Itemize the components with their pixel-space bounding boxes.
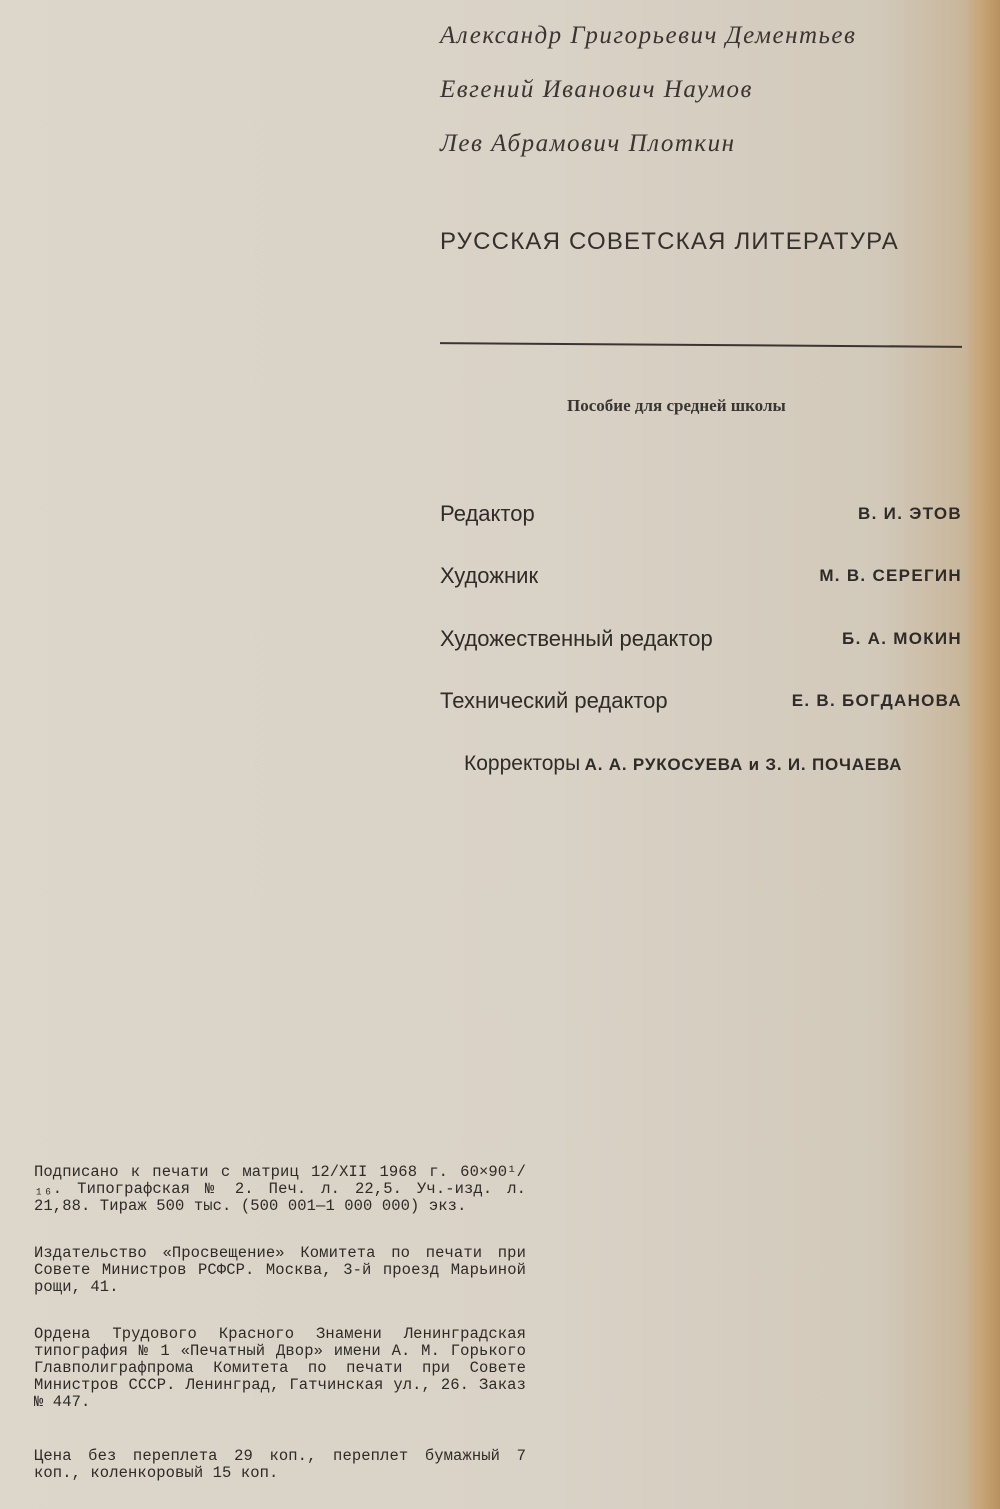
credit-correctors — [464, 752, 902, 776]
author-name: Евгений Иванович Наумов — [440, 76, 753, 103]
imprint-price — [34, 1448, 526, 1482]
credit-art-editor — [440, 626, 962, 656]
imprint-print-details — [34, 1164, 526, 1215]
credit-technical-editor — [440, 688, 962, 718]
credit-name: Е. В. БОГДАНОВА — [791, 691, 962, 710]
credit-role: Художественный редактор — [440, 626, 713, 651]
imprint-paragraph: Ордена Трудового Красного Знамени Ленинградская типография № 1 «Печатный Двор» имени А. М. Горького Главполиграфпрома Комитета по печати при Совете Министров СССР. Ленинград, Гатчинская ул., 26. Заказ № 447. — [34, 1325, 526, 1411]
imprint-paragraph: Цена без переплета 29 коп., переплет бумажный 7 коп., коленкоровый 15 коп. — [34, 1447, 526, 1482]
credit-role: Технический редактор — [440, 688, 668, 713]
author-name: Лев Абрамович Плоткин — [440, 130, 736, 157]
credit-name: А. А. РУКОСУЕВА и З. И. ПОЧАЕВА — [584, 755, 903, 774]
credit-name: Б. А. МОКИН — [842, 629, 962, 648]
book-title: РУССКАЯ СОВЕТСКАЯ ЛИТЕРАТУРА — [440, 228, 899, 255]
credit-role: Корректоры — [464, 752, 581, 775]
imprint-paragraph: Подписано к печати с матриц 12/XII 1968 г. 60×90¹/₁₆. Типографская № 2. Печ. л. 22,5. Уч.-изд. л. 21,88. Тираж 500 тыс. (500 001—1 000 000) экз. — [34, 1163, 526, 1215]
credit-artist — [440, 563, 962, 593]
credit-name: В. И. ЭТОВ — [858, 504, 962, 523]
imprint-paragraph: Издательство «Просвещение» Комитета по печати при Совете Министров РСФСР. Москва, 3-й проезд Марьиной рощи, 41. — [34, 1244, 526, 1296]
credit-name: М. В. СЕРЕГИН — [819, 566, 962, 585]
credit-editor — [440, 501, 962, 531]
title-rule — [440, 342, 962, 348]
credit-role: Редактор — [440, 501, 535, 526]
author-name: Александр Григорьевич Дементьев — [440, 22, 857, 49]
imprint-printer — [34, 1326, 526, 1411]
book-subtitle: Пособие для средней школы — [567, 396, 786, 415]
credit-role: Художник — [440, 563, 539, 588]
imprint-publisher — [34, 1245, 526, 1296]
page-edge — [966, 0, 1000, 1509]
